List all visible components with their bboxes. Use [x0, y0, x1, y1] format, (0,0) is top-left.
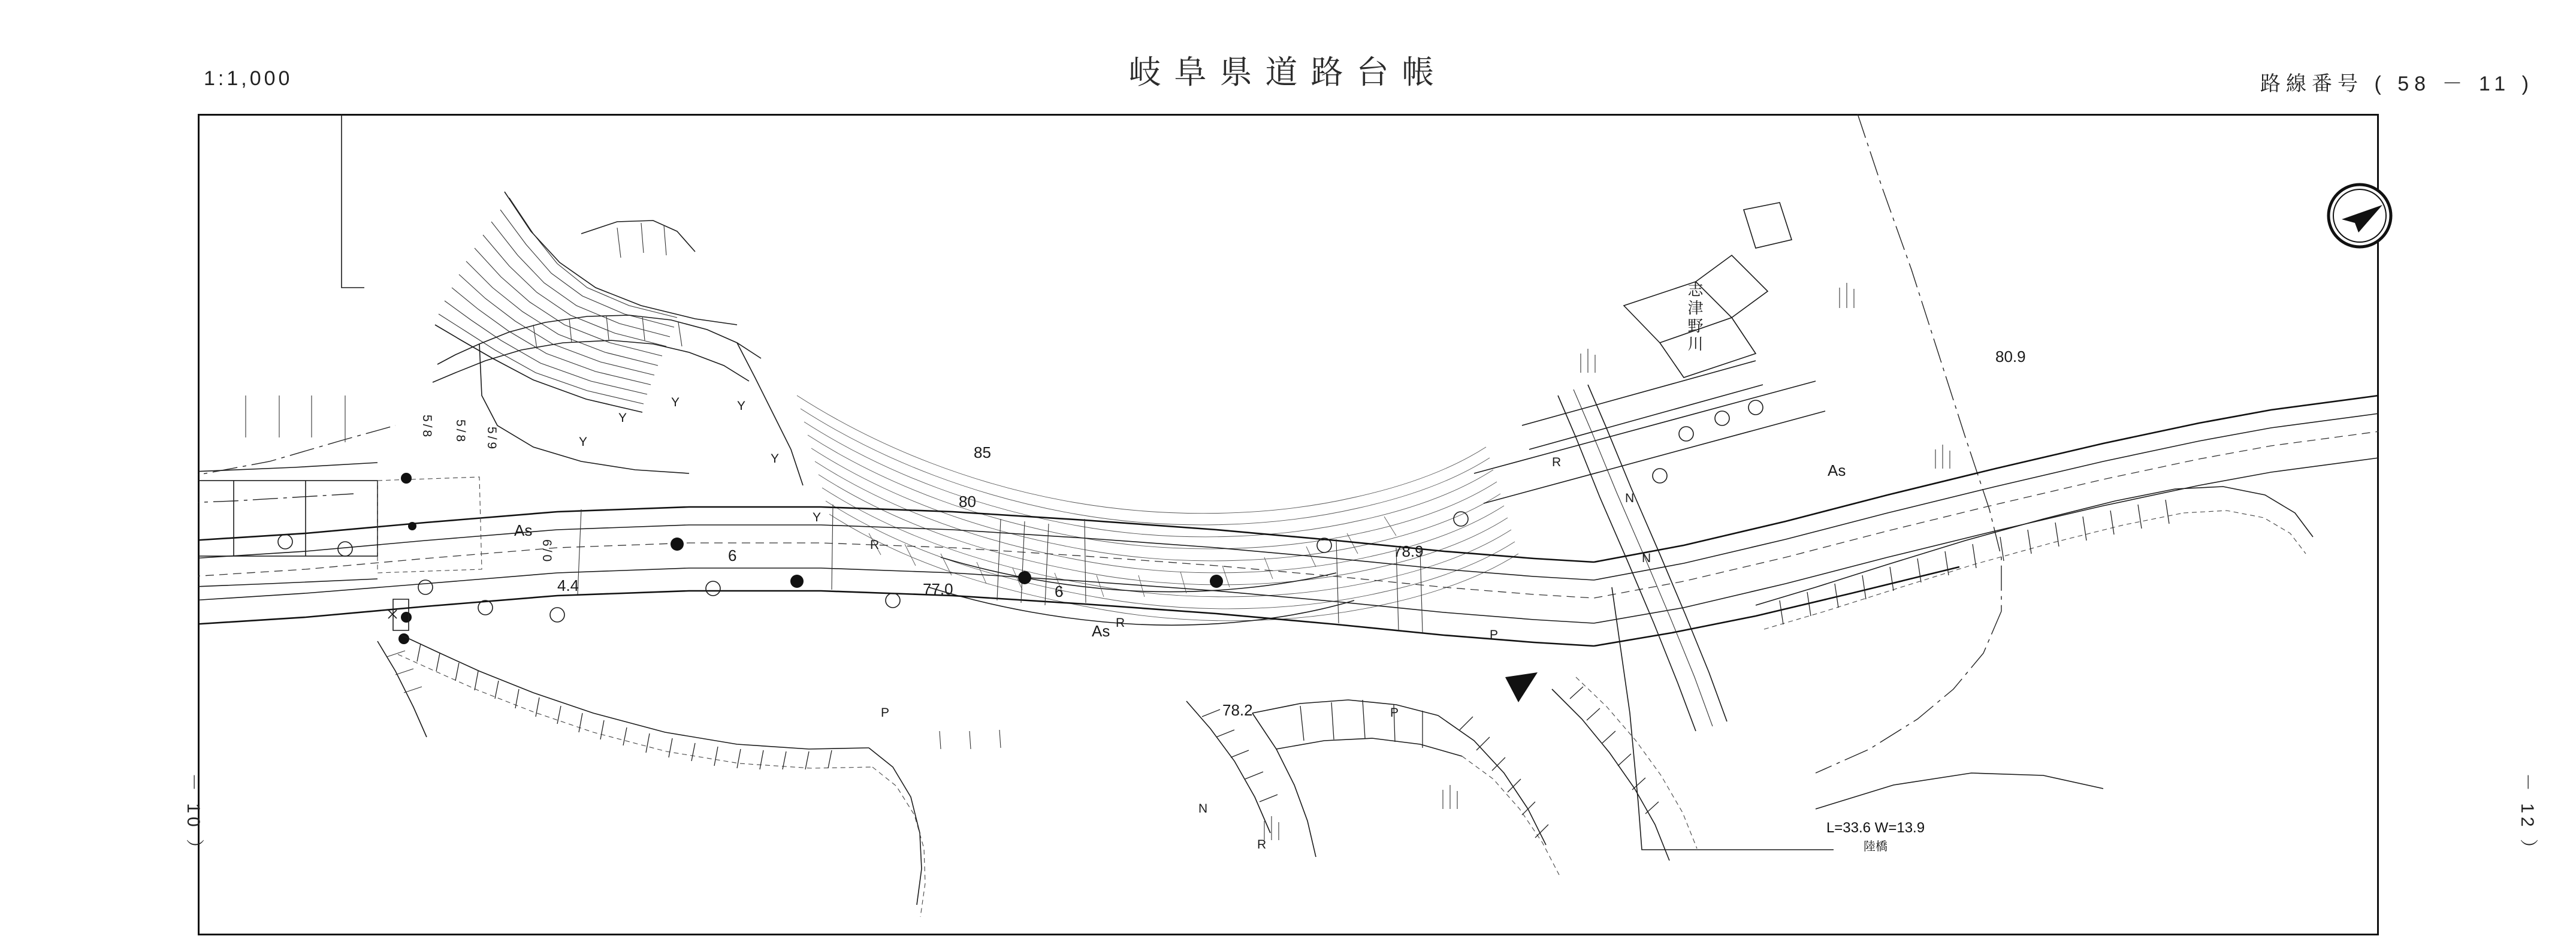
symbol-label-y-3: Y	[671, 395, 680, 409]
parcel-label-1: 5/8	[420, 415, 434, 440]
symbol-label-y-1: Y	[579, 435, 588, 449]
symbol-label-p-3: P	[1490, 628, 1499, 642]
page-edge-right-label: － 12 ）	[2517, 773, 2537, 861]
page-edge-left-label: － 10 ）	[183, 773, 203, 861]
bridge-dimensions: L=33.6 W=13.9	[1826, 820, 1925, 836]
symbol-label-r-1: R	[870, 538, 880, 552]
contour-label-77-0: 77.0	[923, 580, 953, 598]
pavement-label-as-1: As	[514, 521, 533, 539]
scale-label: 1:1,000	[204, 67, 293, 90]
spot-height-label-78-2: 78.2	[1222, 701, 1253, 719]
symbol-label-y-2: Y	[618, 411, 627, 425]
road-width-label-1: 6	[1055, 582, 1064, 600]
symbol-label-r-3: R	[1257, 838, 1267, 852]
symbol-label-y-5: Y	[771, 452, 780, 466]
spot-height-label-4-4: 4.4	[557, 576, 579, 594]
parcel-label-2: 5/8	[454, 419, 467, 445]
symbol-label-n-3: N	[1198, 802, 1208, 816]
parcel-label-4: 6/0	[540, 539, 554, 564]
contour-label-85: 85	[974, 443, 991, 461]
river-name-label: 志津野川	[1686, 282, 1704, 354]
symbol-label-p-1: P	[881, 706, 890, 720]
road-width-label-2: 6	[728, 547, 737, 564]
spot-height-label-78-9: 78.9	[1393, 542, 1424, 560]
contour-label-80: 80	[959, 493, 976, 511]
symbol-label-n-1: N	[1625, 491, 1635, 505]
symbol-label-y-4: Y	[737, 399, 746, 413]
pavement-label-as-3: As	[1828, 461, 1846, 479]
spot-height-label-80-9: 80.9	[1995, 348, 2026, 366]
symbol-label-r-2: R	[1116, 616, 1125, 630]
symbol-label-n-2: N	[1642, 551, 1651, 565]
pavement-label-as-2: As	[1092, 622, 1110, 640]
bridge-callout	[1762, 820, 1989, 854]
symbol-label-y-6: Y	[813, 511, 822, 524]
symbol-label-p-2: P	[1390, 706, 1399, 720]
bridge-name: 陸橋	[1864, 840, 1888, 853]
page-title: 岐阜県道路台帳	[1128, 53, 1448, 91]
symbol-label-r-4: R	[1552, 455, 1562, 469]
route-number-label: 路線番号 ( 58 － 11 )	[2260, 73, 2534, 95]
parcel-label-3: 5/9	[485, 427, 499, 452]
